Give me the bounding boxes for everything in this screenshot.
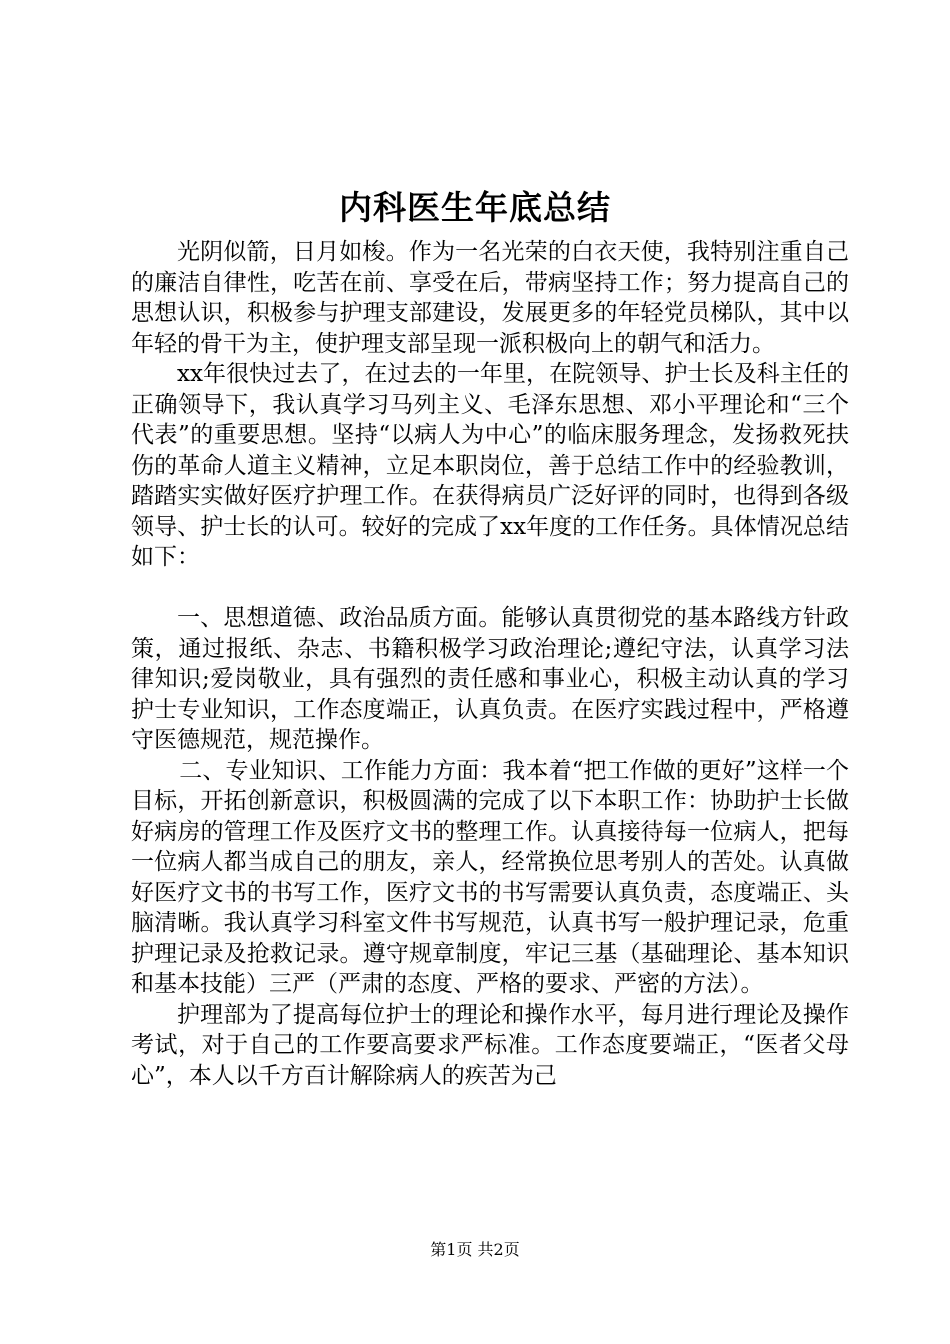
paragraph-professional: 二、专业知识、工作能力方面：我本着“把工作做的更好”这样一个目标，开拓创新意识，积极圆满的完成了以下本职工作：协助护士长做好病房的管理工作及医疗文书的整理工作。认真接待每一位病人，把每一位病人都当成自己的朋友，亲人，经常换位思考别人的苦处。认真做好医疗文书的书写工作，医疗文书的书写需要认真负责，态度端正、头脑清晰。我认真学习科室文件书写规范，认真书写一般护理记录，危重护理记录及抢救记录。遵守规章制度，牢记三基（基础理论、基本知识和基本技能）三严（严肃的态度、严格的要求、严密的方法）。: [131, 757, 849, 997]
document-title: 内科医生年底总结: [339, 188, 611, 227]
paragraph-summary: xx年很快过去了，在过去的一年里，在院领导、护士长及科主任的正确领导下，我认真学习马列主义、毛泽东思想、邓小平理论和“三个代表”的重要思想。坚持“以病人为中心”的临床服务理念，发扬救死扶伤的革命人道主义精神，立足本职岗位，善于总结工作中的经验教训，踏踏实实做好医疗护理工作。在获得病员广泛好评的同时，也得到各级领导、护士长的认可。较好的完成了xx年度的工作任务。具体情况总结如下：: [131, 361, 849, 570]
document-body: [131, 237, 849, 1091]
paragraph-nursing: 护理部为了提高每位护士的理论和操作水平，每月进行理论及操作考试，对于自己的工作要高要求严标准。工作态度要端正，“医者父母心”，本人以千方百计解除病人的疾苦为己: [131, 1001, 849, 1089]
paragraph-ideology: 一、思想道德、政治品质方面。能够认真贯彻党的基本路线方针政策，通过报纸、杂志、书籍积极学习政治理论;遵纪守法，认真学习法律知识;爱岗敬业，具有强烈的责任感和事业心，积极主动认真的学习护士专业知识，工作态度端正，认真负责。在医疗实践过程中，严格遵守医德规范，规范操作。: [131, 605, 849, 753]
page-number-footer: 第1页 共2页: [430, 1240, 520, 1259]
paragraph-intro: 光阴似箭，日月如梭。作为一名光荣的白衣天使，我特别注重自己的廉洁自律性，吃苦在前、享受在后，带病坚持工作；努力提高自己的思想认识，积极参与护理支部建设，发展更多的年轻党员梯队，其中以年轻的骨干为主，使护理支部呈现一派积极向上的朝气和活力。: [131, 239, 849, 357]
